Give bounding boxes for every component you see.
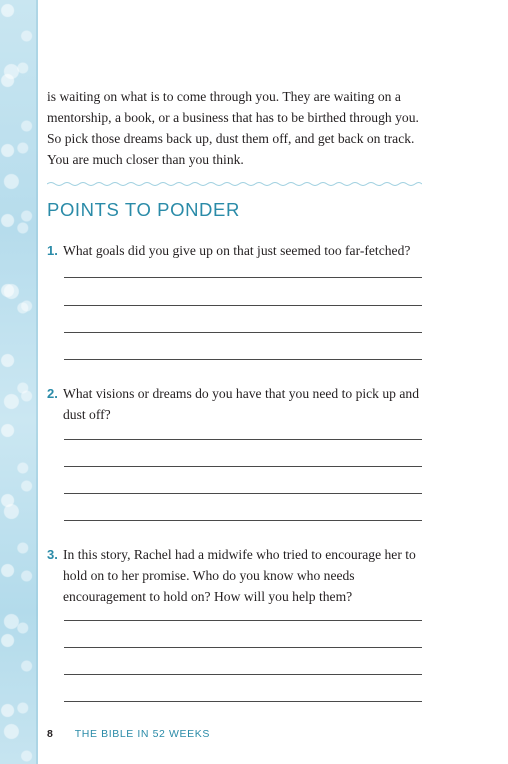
wavy-divider (47, 180, 422, 188)
answer-line[interactable] (64, 359, 422, 360)
answer-line[interactable] (64, 493, 422, 494)
question-text: In this story, Rachel had a midwife who tried to encourage her to hold on to her promise. Who do you know who needs encouragement to hold on? How will you help them? (63, 547, 416, 604)
section-heading: POINTS TO PONDER (47, 199, 240, 220)
answer-line[interactable] (64, 439, 422, 440)
answer-line[interactable] (64, 305, 422, 306)
answer-line[interactable] (64, 332, 422, 333)
answer-line[interactable] (64, 277, 422, 278)
question-text: What visions or dreams do you have that you need to pick up and dust off? (63, 386, 419, 422)
page-number: 8 (47, 728, 54, 740)
book-title: THE BIBLE IN 52 WEEKS (74, 728, 210, 740)
body-paragraph: is waiting on what is to come through you. They are waiting on a mentorship, a book, or a business that has to be birthed through you. So pick those dreams back up, dust them off, and get back on track. You are much closer than you think. (47, 89, 419, 167)
question-number: 2. (47, 386, 58, 401)
answer-line[interactable] (64, 466, 422, 467)
answer-line[interactable] (64, 520, 422, 521)
page-footer (47, 728, 210, 740)
question-text: What goals did you give up on that just seemed too far-fetched? (63, 243, 411, 258)
answer-line[interactable] (64, 701, 422, 702)
question-number: 3. (47, 547, 58, 562)
answer-line[interactable] (64, 620, 422, 621)
answer-line[interactable] (64, 647, 422, 648)
question-number: 1. (47, 243, 58, 258)
answer-line[interactable] (64, 674, 422, 675)
decorative-side-strip (0, 0, 38, 764)
